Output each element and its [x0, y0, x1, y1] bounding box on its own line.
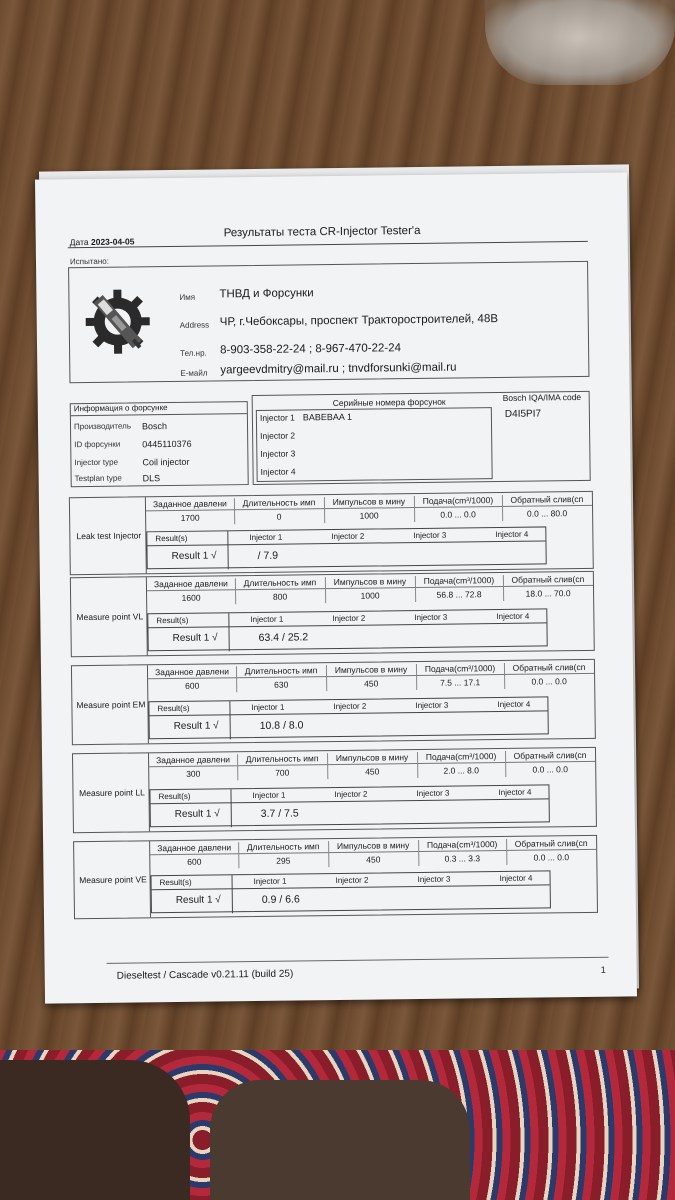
test-block: [70, 571, 595, 657]
result-row: [151, 799, 549, 826]
result-table: [150, 870, 550, 913]
result-table: [147, 608, 547, 651]
info-row: Производитель Bosch: [73, 421, 168, 432]
column-header: Длительность имп: [238, 841, 328, 854]
result-header: Injector 2: [332, 613, 366, 624]
serial-row: Injector 3: [260, 448, 296, 459]
result-header: Injector 1: [252, 790, 286, 801]
result-value: 10.8 / 8.0: [259, 719, 304, 732]
parameter-value: 630: [274, 679, 289, 690]
result-header: Injector 3: [413, 530, 447, 541]
phone-label: Тел.нр.: [180, 348, 207, 358]
result-label: Result 1 √: [173, 720, 219, 732]
test-block: [71, 659, 596, 745]
email-value: yargeevdmitry@mail.ru ; tnvdforsunki@mail.ru: [220, 361, 457, 377]
column-header: Длительность имп: [237, 753, 327, 766]
column-header: Обратный слив(cn: [505, 750, 595, 763]
parameter-value: 1000: [360, 590, 380, 601]
parameter-value: 600: [187, 856, 202, 867]
column-header: Импульсов в мину: [328, 840, 418, 853]
bosch-code-value: D4I5PI7: [504, 408, 542, 420]
report-title: Результаты теста CR-Injector Tester'a: [223, 224, 421, 240]
result-label: Result 1 √: [174, 808, 220, 820]
column-header: Подача(cm³/1000): [414, 495, 502, 508]
parameter-value: 450: [365, 766, 380, 777]
result-header: Injector 4: [499, 873, 533, 884]
parameter-value: 0.0 ... 80.0: [526, 508, 568, 519]
column-header: Заданное давлени: [147, 578, 235, 591]
result-table: [146, 526, 546, 569]
software-version: Dieseltest / Cascade v0.21.11 (build 25): [116, 968, 294, 982]
test-name: Leak test Injector: [72, 497, 147, 574]
parameter-value: 0.3 ... 3.3: [444, 853, 481, 864]
column-header: Импульсов в мину: [327, 752, 417, 765]
test-report-sheet: [35, 172, 637, 1003]
result-label: Result 1 √: [175, 894, 221, 906]
customer-box: [68, 261, 589, 383]
result-row: [150, 711, 548, 738]
serial-numbers-box: [252, 391, 591, 485]
name-value: ТНВД и Форсунки: [219, 287, 314, 301]
serial-row: Injector 1 BABEBAA 1: [259, 411, 352, 423]
result-header: Injector 3: [415, 700, 449, 711]
test-parameters: [146, 492, 592, 563]
serial-list: [256, 407, 493, 482]
result-header: Result(s): [155, 533, 188, 544]
result-value: 0.9 / 6.6: [261, 893, 300, 906]
glass-cup: [485, 0, 675, 85]
column-header: Обратный слив(cn: [506, 838, 596, 851]
result-label: Result 1 √: [172, 632, 218, 644]
result-value: 3.7 / 7.5: [260, 807, 299, 820]
serial-numbers-title: Серийные номера форсунок: [332, 396, 446, 409]
column-header: Импульсов в мину: [326, 664, 416, 677]
test-parameters: [149, 748, 595, 820]
parameter-value: 450: [364, 678, 379, 689]
result-header: Injector 2: [334, 789, 368, 800]
column-header: Импульсов в мину: [324, 496, 414, 509]
parameter-value: 700: [275, 767, 290, 778]
parameter-value: 0.0 ... 0.0: [531, 676, 567, 687]
parameter-value: 295: [276, 855, 291, 866]
result-value: / 7.9: [257, 549, 279, 562]
address-value: ЧР, г.Чебоксары, проспект Тракторостроителей, 48В: [219, 313, 499, 329]
info-row: Injector type Coil injector: [74, 456, 190, 468]
column-header: Обратный слив(cn: [504, 662, 594, 675]
result-header: Injector 4: [497, 699, 531, 710]
column-header: Импульсов в мину: [325, 576, 415, 589]
result-header: Injector 1: [251, 702, 285, 713]
parameter-value: 18.0 ... 70.0: [525, 588, 571, 599]
title-divider: [68, 241, 588, 248]
result-header: Injector 3: [416, 788, 450, 799]
injector-info-box: [70, 401, 249, 487]
parameter-value: 0.0 ... 0.0: [533, 852, 570, 863]
column-header: Длительность имп: [236, 665, 326, 678]
result-header: Result(s): [156, 615, 189, 626]
result-header: Injector 3: [414, 612, 448, 623]
result-row: [148, 623, 546, 650]
footer-divider: [107, 957, 609, 964]
parameter-value: 2.0 ... 8.0: [443, 765, 480, 776]
result-label: Result 1 √: [171, 550, 217, 563]
parameter-value: 7.5 ... 17.1: [440, 677, 481, 688]
result-header: Injector 1: [249, 532, 283, 543]
shadow-center: [210, 1080, 470, 1200]
info-row: Testplan type DLS: [74, 473, 161, 484]
page-number: 1: [600, 964, 606, 975]
result-header: Injector 2: [335, 875, 369, 886]
parameter-value: 300: [186, 768, 201, 779]
result-header: Injector 2: [331, 531, 365, 542]
test-block: [69, 491, 594, 575]
column-header: Подача(cm³/1000): [418, 839, 506, 852]
test-block: [73, 835, 598, 919]
report-date: Дата 2023-04-05: [69, 236, 135, 248]
result-header: Injector 2: [333, 701, 367, 712]
test-parameters: [150, 836, 596, 906]
tested-label: Испытано:: [69, 256, 109, 267]
test-parameters: [148, 660, 594, 732]
parameter-value: 56.8 ... 72.8: [436, 589, 482, 600]
test-name: Measure point VL: [73, 577, 148, 656]
result-row: [152, 885, 550, 912]
column-header: Подача(cm³/1000): [416, 663, 504, 676]
parameter-value: 1700: [180, 512, 200, 523]
parameter-value: 800: [272, 591, 288, 602]
serial-row: Injector 4: [260, 466, 296, 477]
result-table: [148, 696, 548, 739]
parameter-value: 450: [366, 854, 381, 865]
parameter-value: 1600: [181, 592, 201, 603]
address-label: Address: [179, 320, 210, 330]
column-header: Обратный слив(cn: [503, 574, 593, 587]
result-value: 63.4 / 25.2: [258, 631, 309, 644]
column-header: Обратный слив(cn: [502, 494, 592, 507]
column-header: Заданное давлени: [150, 842, 238, 855]
test-name: Measure point EM: [74, 665, 149, 744]
result-header: Injector 4: [495, 529, 529, 540]
bosch-code-label: Bosch IQA/IMA code: [502, 391, 582, 403]
result-header: Result(s): [159, 877, 192, 888]
column-header: Подача(cm³/1000): [415, 575, 503, 588]
result-header: Injector 4: [498, 787, 532, 798]
test-name: Measure point VE: [76, 841, 151, 918]
column-header: Подача(cm³/1000): [417, 751, 505, 764]
result-header: Result(s): [158, 791, 191, 802]
column-header: Заданное давлени: [149, 754, 237, 767]
shadow-left: [0, 1060, 190, 1200]
parameter-value: 0.0 ... 0.0: [440, 509, 476, 520]
result-header: Injector 4: [496, 611, 530, 622]
column-header: Длительность имп: [235, 577, 325, 590]
test-name: Measure point LL: [75, 753, 150, 832]
result-header: Injector 1: [253, 876, 287, 887]
result-header: Injector 1: [250, 614, 284, 625]
parameter-value: 0.0 ... 0.0: [532, 764, 569, 775]
result-table: [149, 784, 549, 827]
name-label: Имя: [179, 292, 196, 302]
result-header: Result(s): [157, 703, 190, 714]
phone-value: 8-903-358-22-24 ; 8-967-470-22-24: [220, 342, 402, 357]
serial-row: Injector 2: [260, 430, 296, 441]
column-header: Длительность имп: [234, 497, 324, 510]
test-block: [72, 747, 597, 833]
column-header: Заданное давлени: [148, 666, 236, 679]
result-row: [147, 541, 545, 568]
parameter-value: 600: [185, 680, 200, 691]
parameter-value: 1000: [359, 510, 379, 521]
injector-gear-logo-icon: [81, 285, 154, 358]
column-header: Заданное давлени: [146, 498, 234, 511]
email-label: E-майл: [180, 368, 208, 378]
result-header: Injector 3: [417, 874, 451, 885]
parameter-value: 0: [276, 511, 282, 522]
info-row: ID форсунки 0445110376: [74, 438, 192, 450]
injector-info-title: Информация о форсунке: [71, 402, 247, 416]
